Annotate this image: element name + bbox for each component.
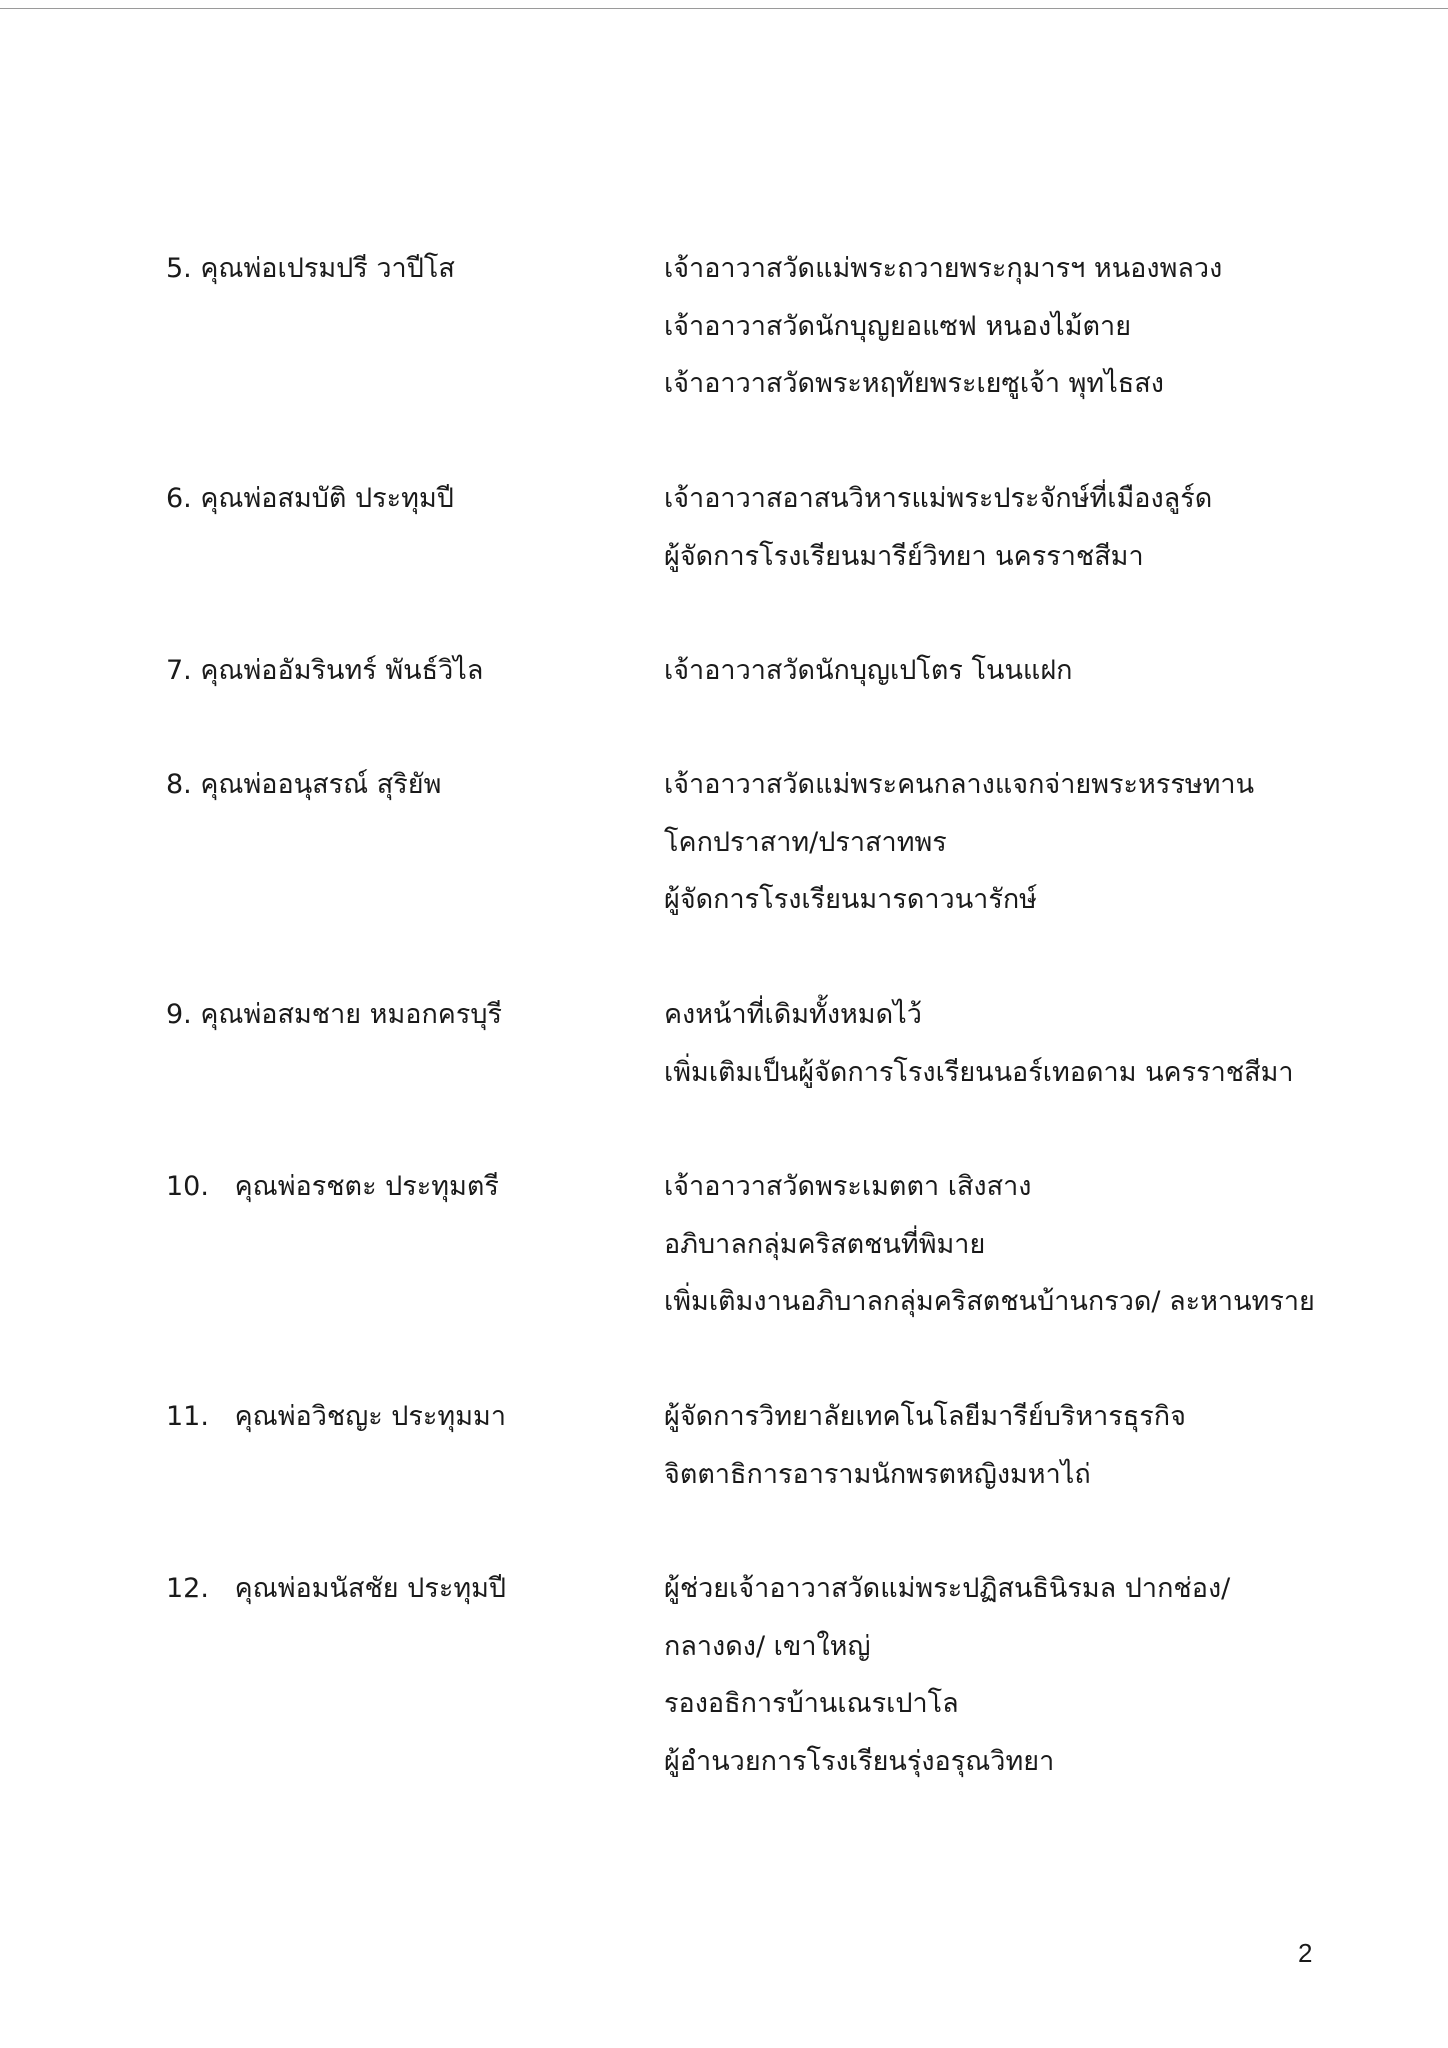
- priest-name-text: คุณพ่อรชตะ ประทุมตรี: [234, 1171, 499, 1202]
- priest-name: [166, 470, 646, 527]
- duties-list: [664, 1388, 1404, 1503]
- priest-name-text: คุณพ่อเปรมปรี วาปีโส: [200, 253, 455, 284]
- duty-line: เจ้าอาวาสอาสนวิหารแม่พระประจักษ์ที่เมืองลูร์ด: [664, 483, 1213, 514]
- duty-line: อภิบาลกลุ่มคริสตชนที่พิมาย: [664, 1228, 986, 1260]
- duty-line: เจ้าอาวาสวัดนักบุญเปโตร โนนแฝก: [664, 655, 1073, 686]
- duty-line: เพิ่มเติมเป็นผู้จัดการโรงเรียนนอร์เทอดาม นครราชสีมา: [664, 1056, 1294, 1088]
- duty-line: ผู้จัดการโรงเรียนมารดาวนารักษ์: [664, 884, 1037, 915]
- priest-name-text: คุณพ่อวิชญะ ประทุมมา: [234, 1401, 506, 1432]
- duty-line: ผู้จัดการวิทยาลัยเทคโนโลยีมารีย์บริหารธุรกิจ: [664, 1401, 1186, 1432]
- priest-name-text: คุณพ่อสมบัติ ประทุมปี: [200, 483, 454, 514]
- priest-name: [166, 756, 646, 813]
- duties-list: [664, 1158, 1404, 1331]
- duty-line: เจ้าอาวาสวัดแม่พระถวายพระกุมารฯ หนองพลวง: [664, 253, 1223, 284]
- priest-name-text: คุณพ่ออัมรินทร์ พันธ์วิไล: [200, 655, 484, 686]
- duties-list: [664, 240, 1404, 413]
- duty-line: ผู้ช่วยเจ้าอาวาสวัดแม่พระปฏิสนธินิรมล ปากช่อง/: [664, 1573, 1231, 1604]
- priest-name-text: คุณพ่ออนุสรณ์ สุริยัพ: [200, 769, 442, 800]
- duty-line: คงหน้าที่เดิมทั้งหมดไว้: [664, 999, 922, 1030]
- item-number: 8.: [166, 769, 192, 800]
- duties-list: [664, 986, 1404, 1101]
- priest-name: [166, 642, 646, 699]
- item-number: 10.: [166, 1171, 209, 1202]
- duty-line: ผู้อำนวยการโรงเรียนรุ่งอรุณวิทยา: [664, 1745, 1055, 1777]
- priest-name: [166, 1560, 646, 1617]
- duty-line: โคกปราสาท/ปราสาทพร: [664, 826, 947, 858]
- duties-list: [664, 1560, 1404, 1790]
- item-number: 7.: [166, 655, 192, 686]
- page-number: 2: [1298, 1938, 1313, 1968]
- item-number: 11.: [166, 1401, 209, 1432]
- duty-line: เพิ่มเติมงานอภิบาลกลุ่มคริสตชนบ้านกรวด/ ละหานทราย: [664, 1286, 1315, 1317]
- duty-line: เจ้าอาวาสวัดนักบุญยอแซฟ หนองไม้ตาย: [664, 310, 1132, 342]
- duty-line: รองอธิการบ้านเณรเปาโล: [664, 1688, 959, 1719]
- priest-name: [166, 1388, 646, 1445]
- priest-name-text: คุณพ่อมนัสชัย ประทุมปี: [234, 1573, 507, 1604]
- duty-line: เจ้าอาวาสวัดพระเมตตา เสิงสาง: [664, 1171, 1032, 1202]
- duties-list: [664, 642, 1404, 700]
- duties-list: [664, 756, 1404, 929]
- duties-list: [664, 470, 1404, 585]
- duty-line: จิตตาธิการอารามนักพรตหญิงมหาไถ่: [664, 1458, 1091, 1490]
- item-number: 6.: [166, 483, 192, 514]
- priest-name: [166, 986, 646, 1043]
- priest-name: [166, 1158, 646, 1215]
- item-number: 9.: [166, 999, 192, 1030]
- duty-line: ผู้จัดการโรงเรียนมารีย์วิทยา นครราชสีมา: [664, 540, 1144, 572]
- item-number: 12.: [166, 1573, 209, 1604]
- item-number: 5.: [166, 253, 192, 284]
- duty-line: กลางดง/ เขาใหญ่: [664, 1630, 871, 1662]
- priest-name-text: คุณพ่อสมชาย หมอกครบุรี: [200, 999, 503, 1030]
- priest-name: [166, 240, 646, 297]
- duty-line: เจ้าอาวาสวัดแม่พระคนกลางแจกจ่ายพระหรรษทาน: [664, 769, 1255, 800]
- duty-line: เจ้าอาวาสวัดพระหฤทัยพระเยซูเจ้า พุทไธสง: [664, 368, 1164, 399]
